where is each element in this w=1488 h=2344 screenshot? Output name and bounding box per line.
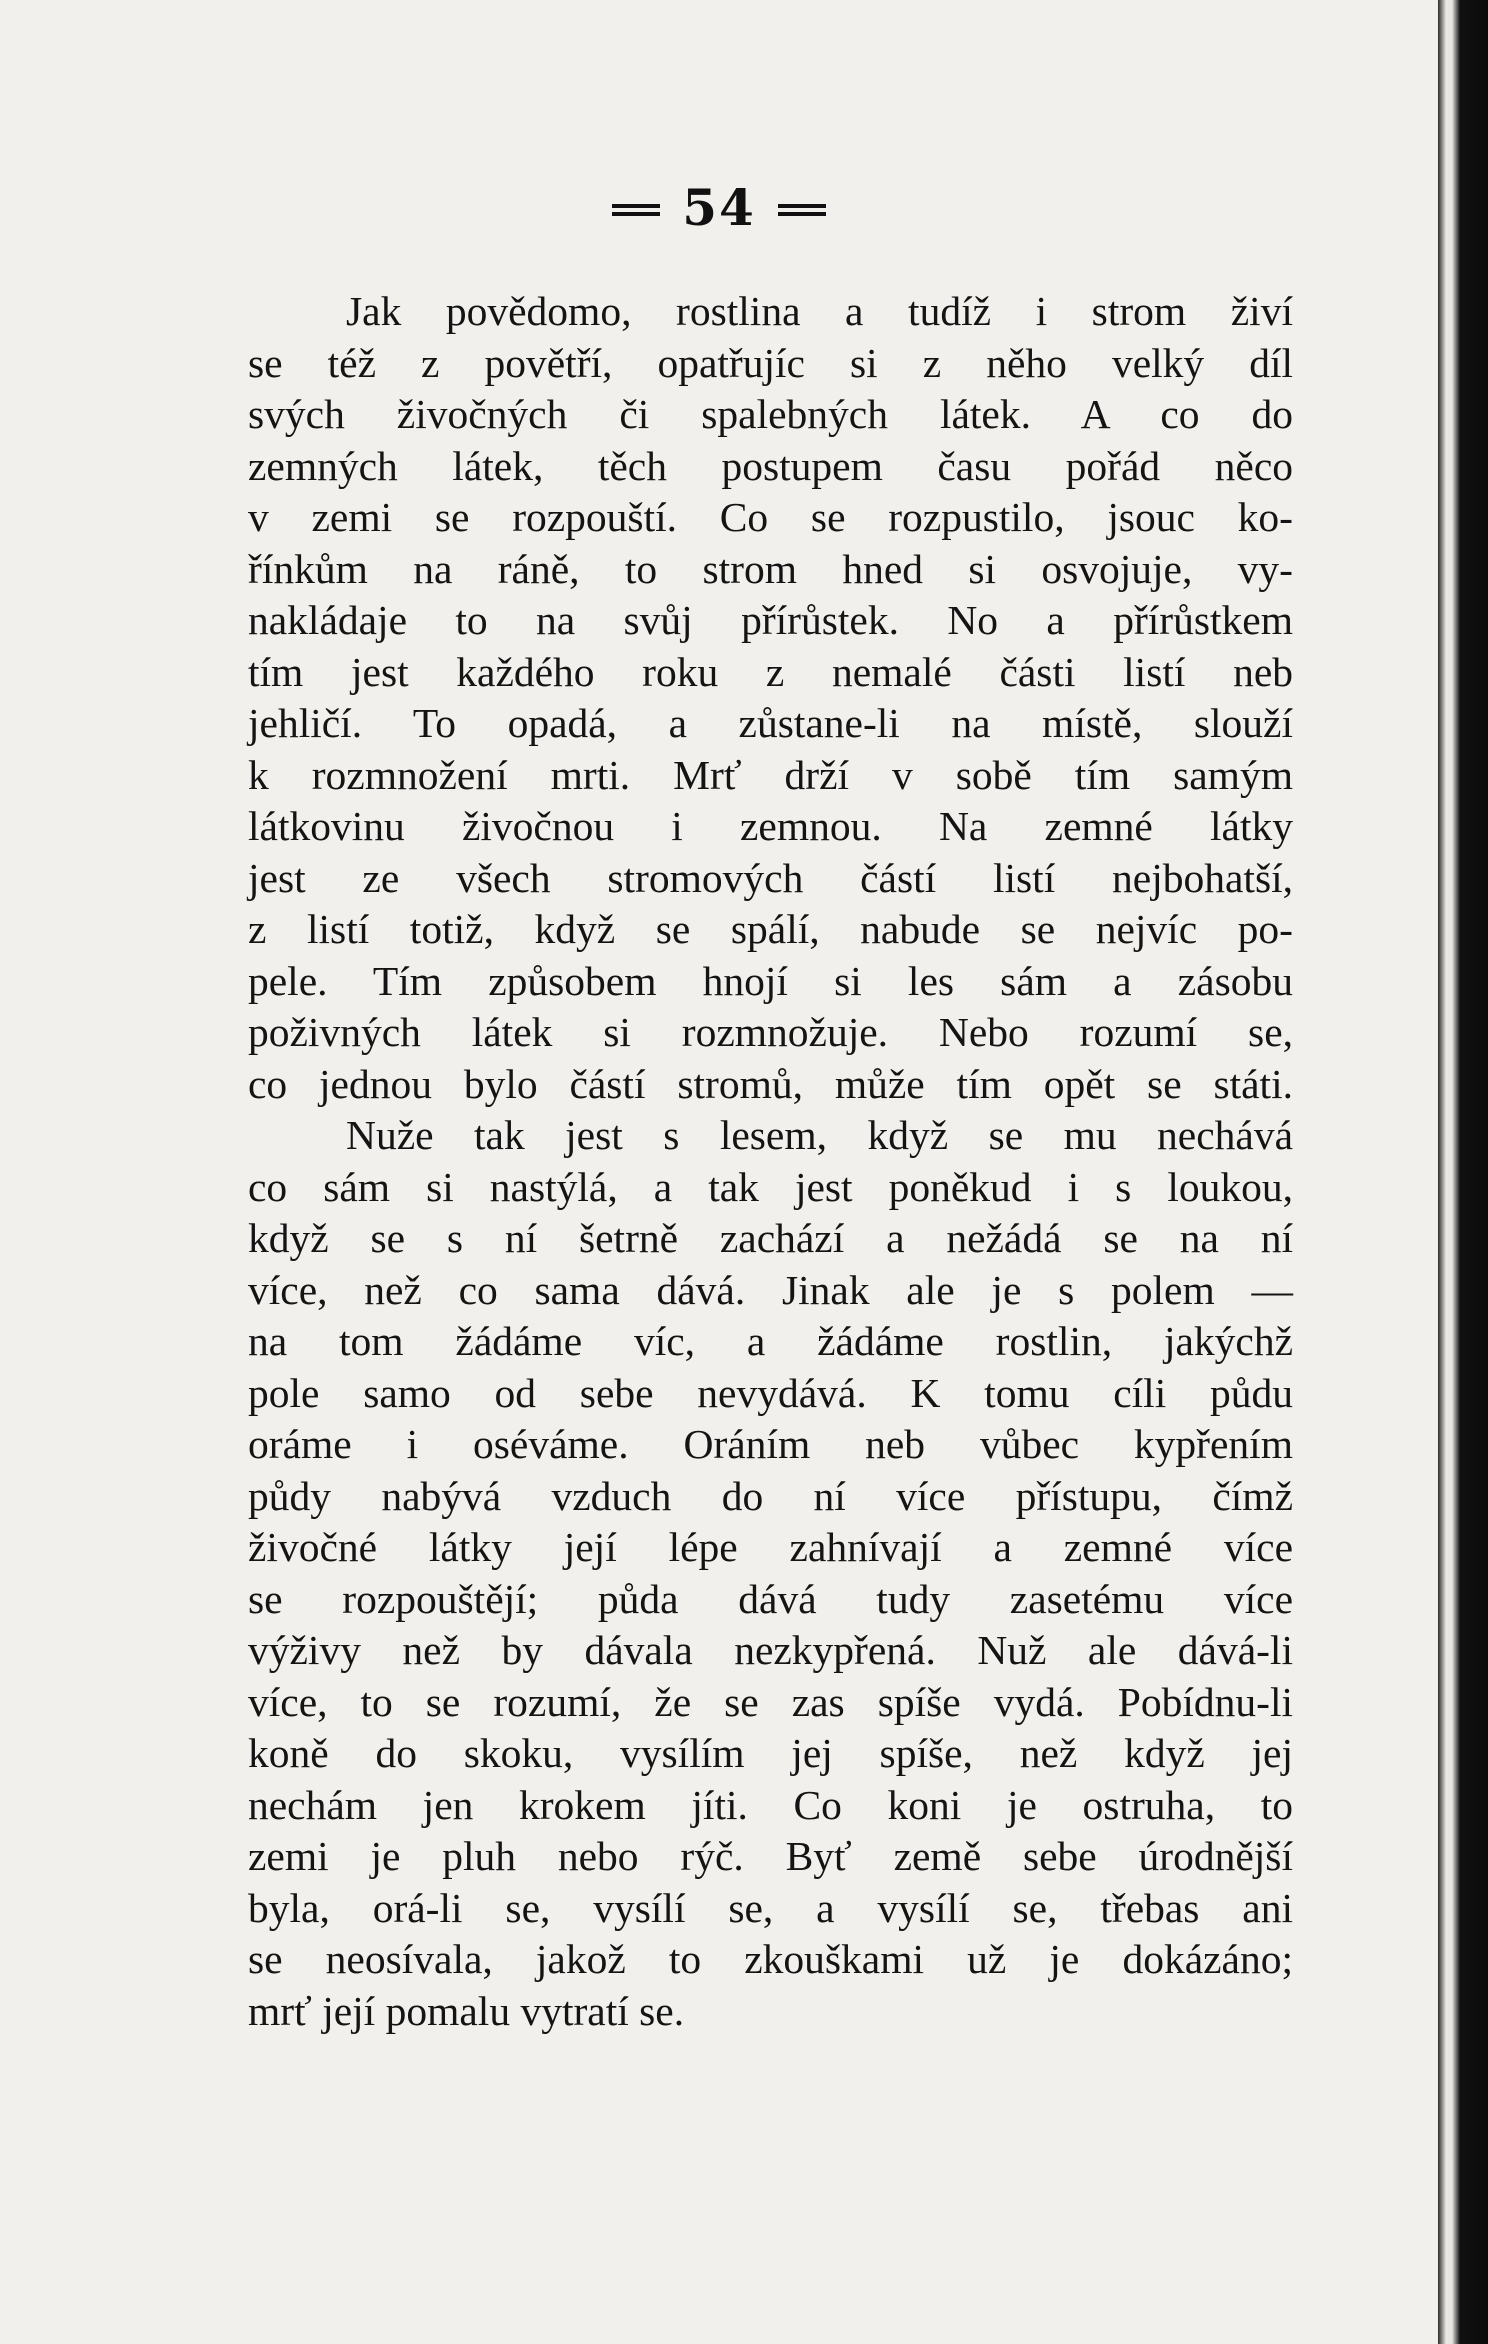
text-line: na tom žádáme víc, a žádáme rostlin, jakýchž	[248, 1318, 1293, 1364]
header-dash-left	[612, 204, 660, 208]
page-number-header	[0, 178, 1438, 237]
text-line: více, než co sama dává. Jinak ale je s polem —	[248, 1266, 1293, 1313]
text-line: se neosívala, jakož to zkouškami už je dokázáno;	[248, 1936, 1293, 1982]
text-line: koně do skoku, vysílím jej spíše, než když jej	[248, 1730, 1293, 1776]
text-line: pele. Tím způsobem hnojí si les sám a zásobu	[248, 957, 1293, 1004]
text-line: byla, orá-li se, vysílí se, a vysílí se, třebas ani	[248, 1884, 1293, 1931]
text-line: jehličí. To opadá, a zůstane-li na místě, slouží	[248, 700, 1293, 746]
body-text	[248, 286, 1293, 2037]
text-line: v zemi se rozpouští. Co se rozpustilo, jsouc ko-	[248, 494, 1293, 540]
text-line: látkovinu živočnou i zemnou. Na zemné látky	[248, 803, 1293, 849]
text-line: mrť její pomalu vytratí se.	[248, 1987, 685, 2034]
text-line: svých živočných či spalebných látek. A co do	[248, 391, 1293, 437]
text-line: půdy nabývá vzduch do ní více přístupu, čímž	[248, 1472, 1293, 1519]
text-line: se rozpouštějí; půda dává tudy zasetému více	[248, 1575, 1293, 1622]
text-line: řínkům na ráně, to strom hned si osvojuje, vy-	[248, 545, 1293, 592]
text-line: když se s ní šetrně zachází a nežádá se na ní	[248, 1215, 1293, 1261]
text-line: jest ze všech stromových částí listí nejbohatší,	[248, 854, 1293, 901]
text-line: zemi je pluh nebo rýč. Byť země sebe úrodnější	[248, 1833, 1293, 1879]
header-dash-right	[778, 204, 826, 208]
text-line: nechám jen krokem jíti. Co koni je ostruha, to	[248, 1781, 1293, 1828]
text-line: poživných látek si rozmnožuje. Nebo rozumí se,	[248, 1009, 1293, 1055]
page-binding-edge	[1438, 0, 1488, 2344]
text-line: co jednou bylo částí stromů, může tím opět se státi.	[248, 1060, 1293, 1107]
page-number: 54	[682, 178, 756, 237]
text-line: z listí totiž, když se spálí, nabude se nejvíc po-	[248, 906, 1293, 952]
text-line: Jak povědomo, rostlina a tudíž i strom živí	[346, 288, 1293, 334]
text-line: se též z povětří, opatřujíc si z něho velký díl	[248, 339, 1293, 386]
paragraph-1	[248, 286, 1293, 1110]
text-line: oráme i oséváme. Oráním neb vůbec kypřením	[248, 1421, 1293, 1467]
text-line: co sám si nastýlá, a tak jest poněkud i s loukou,	[248, 1163, 1293, 1210]
text-line: pole samo od sebe nevydává. K tomu cíli půdu	[248, 1369, 1293, 1416]
text-line: více, to se rozumí, že se zas spíše vydá. Pobídnu-li	[248, 1678, 1293, 1725]
text-line: nakládaje to na svůj přírůstek. No a přírůstkem	[248, 597, 1293, 643]
text-line: živočné látky její lépe zahnívají a zemné více	[248, 1524, 1293, 1570]
text-line: k rozmnožení mrti. Mrť drží v sobě tím samým	[248, 751, 1293, 798]
text-line: zemných látek, těch postupem času pořád něco	[248, 442, 1293, 489]
paragraph-2	[248, 1110, 1293, 2037]
text-line: výživy než by dávala nezkypřená. Nuž ale dává-li	[248, 1627, 1293, 1673]
text-line: Nuže tak jest s lesem, když se mu nechává	[346, 1112, 1293, 1158]
text-line: tím jest každého roku z nemalé části listí neb	[248, 648, 1293, 695]
